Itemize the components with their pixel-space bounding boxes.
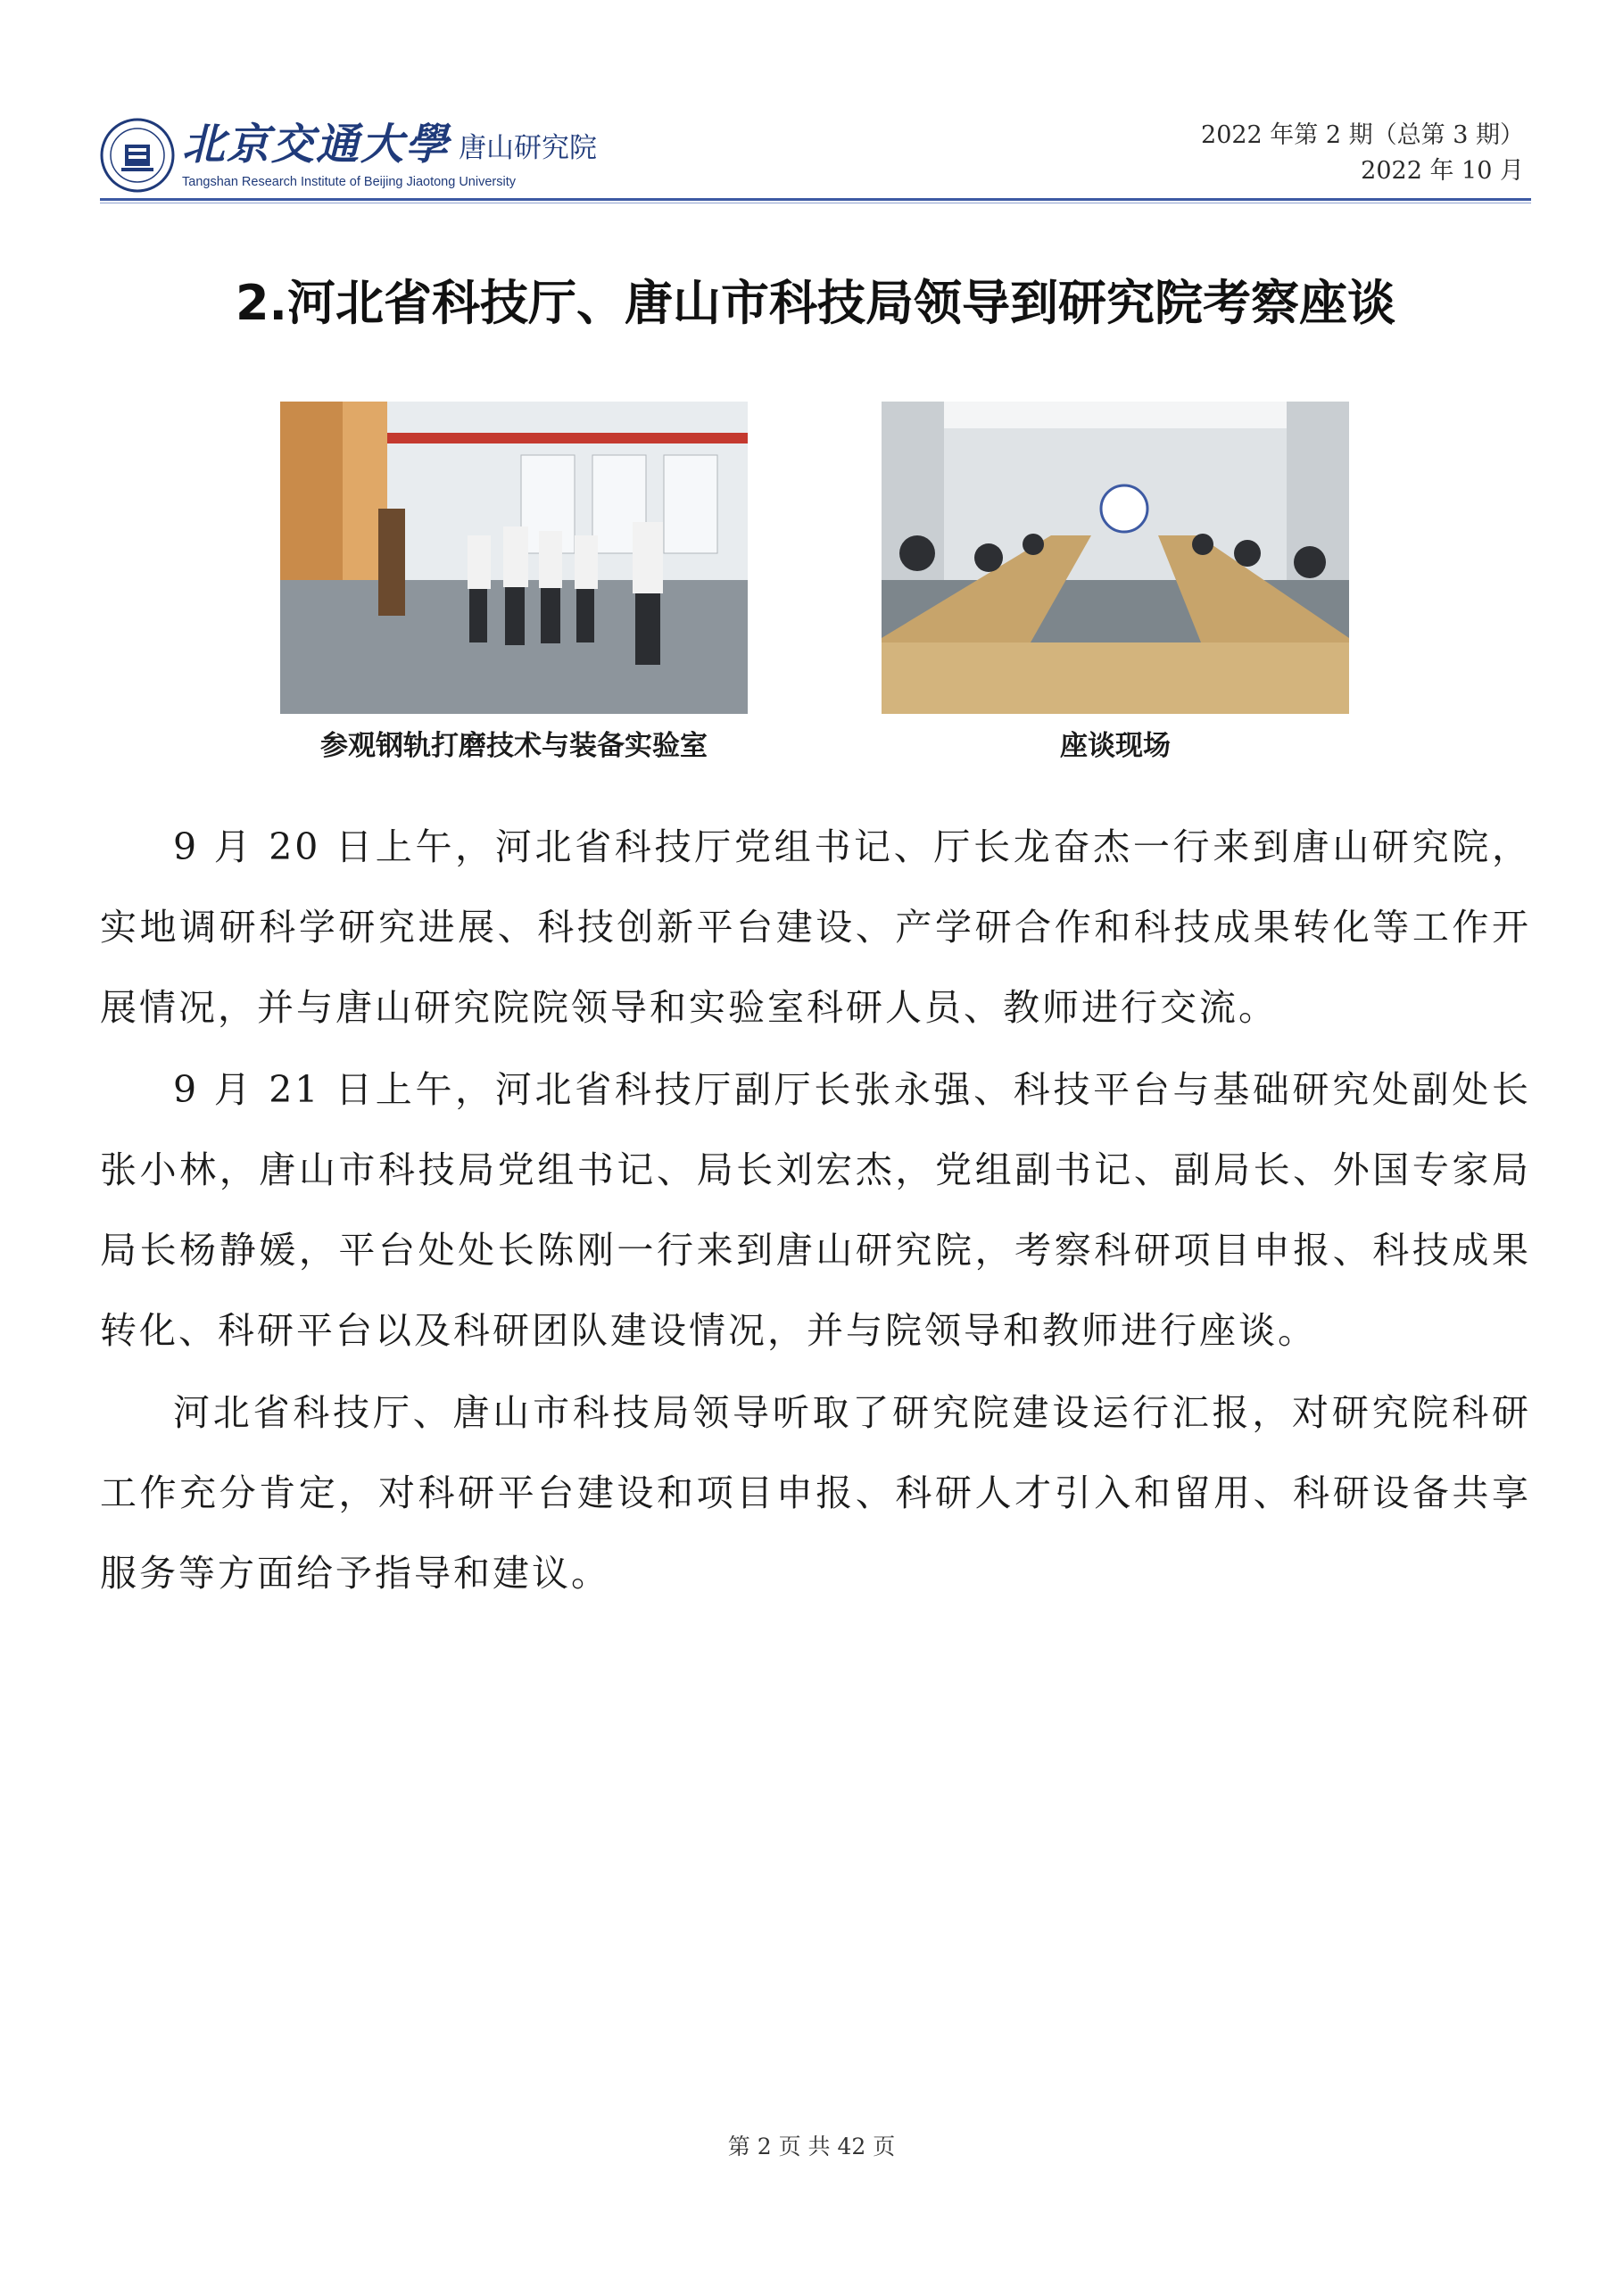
page-number: 第 2 页 共 42 页 [727,2134,896,2159]
article-paragraph: 河北省科技厅、唐山市科技局领导听取了研究院建设运行汇报，对研究院科研工作充分肯定，对科研平台建设和项目申报、科研人才引入和留用、科研设备共享服务等方面给予指导和建议。 [100,1391,1531,1595]
photo-lab-visit [280,402,748,714]
issue-info [1201,118,1524,189]
issue-number: 2022 年第 2 期（总第 3 期） [1201,121,1524,149]
article-body [100,807,1531,1615]
photo-caption: 参观钢轨打磨技术与装备实验室 [320,730,708,762]
photo-caption: 座谈现场 [1060,730,1171,762]
logo-english-name: Tangshan Research Institute of Beijing Jiaotong University [182,175,516,189]
university-logo [100,114,671,200]
photo-meeting [882,402,1349,714]
page-header [100,114,1531,202]
article-title: 2.河北省科技厅、唐山市科技局领导到研究院考察座谈 [235,275,1396,331]
article-paragraph: 9 月 21 日上午，河北省科技厅副厅长张永强、科技平台与基础研究处副处长张小林，唐山市科技局党组书记、局长刘宏杰，党组副书记、副局长、外国专家局局长杨静媛，平台处处长陈刚一行来到唐山研究院，考察科研项目申报、科技成果转化、科研平台以及科研团队建设情况，并与院领导和教师进行座谈。 [100,1068,1531,1352]
logo-calligraphy: 北京交通大學 [182,120,451,170]
issue-date: 2022 年 10 月 [1361,157,1524,185]
logo-institute-name: 唐山研究院 [459,132,598,163]
header-rule [100,198,1531,201]
university-seal-icon [100,118,175,193]
article-paragraph: 9 月 20 日上午，河北省科技厅党组书记、厅长龙奋杰一行来到唐山研究院，实地调研科学研究进展、科技创新平台建设、产学研合作和科技成果转化等工作开展情况，并与唐山研究院院领导和实验室科研人员、教师进行交流。 [100,825,1531,1029]
